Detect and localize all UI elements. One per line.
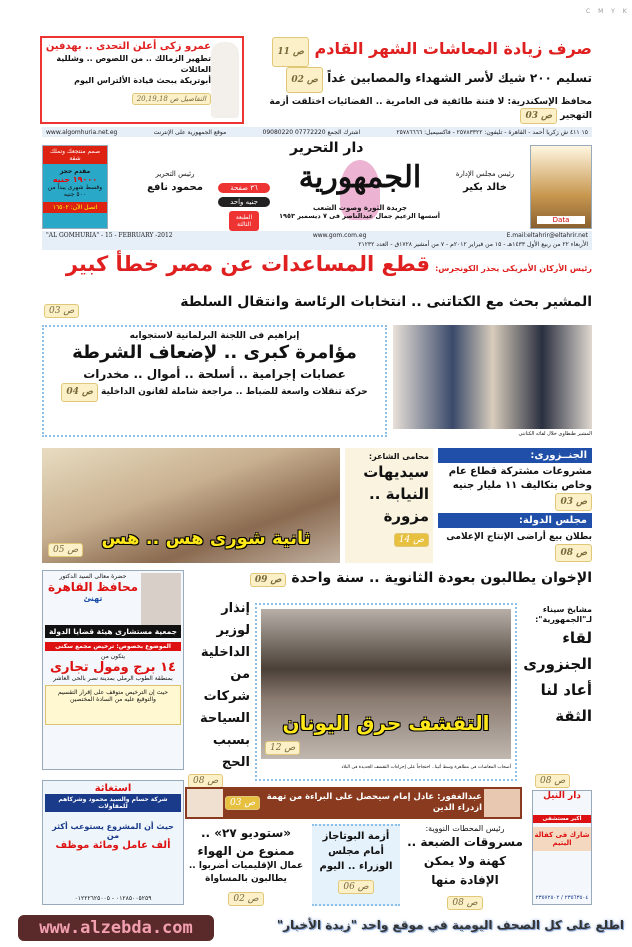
ad-price: ١٩٠٠٠ جنيه [52,175,98,184]
editor-label: رئيس التحرير [155,170,195,178]
print-marks: C M Y K [586,8,630,15]
lead-title: قطع المساعدات عن مصر خطأ كبير [65,252,431,276]
footer-promo: اطلع على كل الصحف اليومية في موقع واحد "زبدة الأخبار" [276,918,624,932]
edition-badge: الطبعة الثالثة [229,211,259,231]
ad-text: حيث إن الترخيص متوقف على إقرار التقسيم والتوقيع عليه من السادة المختصين [45,685,181,725]
ad-text: مقدم حجز [59,168,91,175]
sinai-story[interactable] [520,605,592,729]
sports-line: أبوتريكة يبحث قيادة الألتراس اليوم [74,76,211,85]
lawyer-photo [187,789,223,817]
page-ref: ص 12 [265,741,300,755]
story-title: «ستوديو ٢٧» .. ممنوع من الهواء [197,826,295,858]
sinai-title: لقاء الجنزورى أعاد لنا الثقة [523,629,592,725]
page-ref: ص 03 [555,493,592,511]
story-title: مسروقات الضبعة .. كهنة ولا يمكن الإفادة منها [407,835,523,887]
page-ref: ص 09 [250,573,287,587]
chairman-name: خالد بكير [463,182,507,193]
editor-credit [140,170,210,193]
ad-title: محافظ القاهرة [47,580,139,594]
lead-subhead[interactable]: المشير بحث مع الكتاتنى .. انتخابات الرئاسة وانتقال السلطة [180,294,592,310]
ad-phones: ٢٣٥٦٣٥٠٤ / ٢٣٥٧٢٥٠٢ [535,895,589,901]
box-line: عصابات إجرامية .. أسلحة .. أموال .. مخدرات [83,367,346,381]
dar-ad[interactable] [532,790,592,905]
ad-text: الموضوع بخصوص: ترخيص مجمع سكنى [45,642,181,651]
story-kicker: رئيس المحطات النووية: [425,824,505,833]
governor-photo [141,573,181,625]
editor-name: محمود نافع [147,182,203,193]
lead-photo[interactable] [393,325,592,429]
ad-text: Data [537,216,585,224]
top-headline-1[interactable]: صرف زيادة المعاشات الشهر القادم ص 11 [250,36,592,67]
greece-photo [261,609,511,759]
box-kicker: إبراهيم فى اللجنة البرلمانية لاستجوابه [129,331,300,341]
cairo-governor-ad[interactable] [42,570,184,770]
brief-item[interactable]: بطلان بيع أراضى الإنتاج الإعلامى ص 08 [438,530,592,562]
briefs [438,448,592,562]
top-headline-2[interactable]: تسليم ٢٠٠ شيك لأسر الشهداء والمصابين غداً ص 02 [250,67,592,93]
price-badges [218,183,270,231]
page-ref: ص 02 [286,67,323,93]
ad-phones: ٠١٢٨٥٠٠٥٢٥٩ - ٠١٢٢٢٦٢٥٠٠٥ [74,895,152,902]
sports-box[interactable] [40,36,244,124]
lawyer-title: سيديهات النيابة .. مزورة [363,463,429,525]
chairman-credit [446,170,524,193]
contractor-ad[interactable] [42,780,184,905]
sinai-kicker: مشايخ سيناء لـ"الجمهورية": [535,605,592,624]
story-title: أزمة البوتاجاز أمام مجلس الوزراء .. اليوم [319,831,393,872]
page-ref: ص 11 [272,37,309,67]
bottom-story-butane[interactable] [312,824,400,906]
lawyer-kicker: محامى الشاعر: [368,452,429,461]
right-ad[interactable] [530,145,592,229]
address: ١٥ ٤١١ ش زكريا أحمد - القاهرة - تليفون: ٢٥٧٨٣٣٢٢ - فاكسيميل: ٢٥٧٨٦٦٦٦ [396,128,588,136]
ad-text: شركة حسام والسيد محمود وشركاهم للمقاولات [45,794,181,812]
ad-phone: اتصل الآن: ١٦٥٠٢ [43,202,107,213]
band-story[interactable] [185,787,522,819]
band-text: عبدالغفور: عادل إمام سيحصل على البراءة من تهمة ازدراء الدين [266,792,482,813]
shura-title: ثانية شورى هس .. هس [101,528,311,549]
sports-title: عمرو زكى أعلن التحدى .. بهدفين [45,41,211,52]
page-ref: ص 03 [520,108,557,124]
founder-line: أسسها الزعيم جمال عبدالناصر فى ٧ ديسمبر ١٩٥٣ [279,212,440,220]
sms-numbers: اشترك الجمع 07772220 09080220 [262,128,361,136]
ad-text: ألف عامل ومائة موظف [55,840,171,851]
ad-text: تهنئ [83,594,103,603]
ad-text: أكبر مستشفى [533,815,591,823]
ad-text: شارك فى كفالة اليتيم [533,827,591,851]
lead-headline[interactable] [42,252,592,276]
website-link[interactable]: www.algomhuria.net.eg [46,128,118,136]
arabic-date: الأربعاء ٢٢ من ربيع الأول ١٤٣٣هـ - ١٥ من فبراير ٢٠١٢م - ٧ من أمشير ١٧٢٨ق - العدد ٢١٢٣٢ [358,241,588,248]
police-box[interactable] [42,325,387,437]
story-sub: عمال الإقليميات أضربوا .. يطالبون بالمساواة [188,861,304,884]
greece-box[interactable] [255,603,517,781]
brief-label: الجنــزورى: [438,448,592,463]
tagline: جريدة الثورة وصوت الشعب [312,204,407,212]
date-strip [42,231,592,250]
lead-kicker: رئيس الأركان الأمريكى يحذر الكونجرس: [435,264,592,273]
player-photo [211,42,239,118]
ad-title: استغاثة [94,783,132,794]
left-ad[interactable] [42,145,108,229]
page-ref: ص 08 [447,896,482,910]
brief-label: مجلس الدولة: [438,513,592,528]
page-ref: ص 03 [225,796,260,810]
brotherhood-headline[interactable]: الإخوان يطالبون بعودة الثانوية .. سنة واحدة ص 09 [185,570,592,587]
ad-title: ١٤ برج ومول تجارى [50,660,176,675]
ad-text: وقسط شهرى يبدأ من ٥٠٠ جنيه [47,184,103,198]
ad-text: بمنطقة الطوب الرملى بمدينة نصر بالحى العاشر [53,675,173,682]
ad-text: يتكون من [101,653,125,660]
shura-photo[interactable] [42,448,340,563]
lawyer-box[interactable] [345,448,433,563]
bottom-story-nuclear[interactable] [405,824,525,910]
brief-item[interactable]: مشروعات مشتركة قطاع عام وخاص بتكاليف ١١ مليار جنيه ص 03 [438,465,592,511]
publisher-name: دار التحرير [290,140,364,156]
interior-story[interactable]: إنذار لوزير الداخلية من شركات السياحة بسبب الحج [199,601,250,770]
price-badge: جنيه واحد [218,197,270,207]
bottom-story-studio[interactable] [185,824,307,906]
actor-photo [484,789,520,817]
page-ref: التفاصيل ص 20,19,18 [132,93,211,105]
sports-line: تطهير الزمالك .. من اللصوص .. وشللية العائلات [56,54,211,74]
site-link[interactable]: www.gom.com.eg [312,232,367,239]
page-ref: ص 08 [188,774,223,788]
masthead-logo [279,140,440,220]
box-line: حركة تنقلات واسعة للضباط .. مراجعة شاملة لقانون الداخلية [101,387,368,397]
ad-title: دار النيل [543,791,581,801]
page-ref: ص 04 [61,383,98,402]
pages-badge: ٣٦ صفحة [218,183,270,193]
page-ref: ص 08 [555,544,592,562]
logo-text: الجمهورية [298,160,422,195]
ad-text: صمم منتجعك وتملك شقة [43,146,107,164]
page-ref: ص 08 [535,774,570,788]
footer-site-link[interactable]: www.alzebda.com [18,915,214,941]
page-ref: ص 06 [338,880,373,894]
page-ref: ص 05 [48,543,83,557]
email-link[interactable]: E.mail:eltahrir@eltahrir.net [506,232,588,239]
ad-text: حضرة معالى السيد الدكتور [59,573,127,580]
top-headlines [250,36,592,124]
photo-caption: أصحاب المعاشات فى مظاهرة وسط أثينا.. احتجاجاً على إجراءات التقشف الجديدة فى البلاد [341,765,511,770]
site-label: موقع الجمهورية على الإنترنت [153,128,227,136]
chairman-label: رئيس مجلس الإدارة [455,170,515,178]
ad-text: جمعية مستشارى هيئة قضايا الدولة [45,625,181,638]
top-headline-3[interactable]: محافظ الإسكندرية: لا فتنة طائفية فى العامرية .. الفضائيات اختلقت أزمة التهجير ص 03 [250,96,592,124]
greece-title: التقشف حرق اليونان [282,711,490,735]
info-strip [42,127,592,137]
photo-caption: المشير طنطاوى خلال لقائه الكتاتنى [518,431,592,437]
page-ref: ص 14 [394,533,429,547]
page-ref: ص 02 [228,892,263,906]
english-date: "AL GOMHURIA" - 15 - FEBRUARY -2012 [46,232,173,239]
page-ref: ص 03 [44,304,79,318]
ad-text: حيث أن المشروع يستوعب أكثر من [52,822,174,840]
box-title: مؤامرة كبرى .. لإضعاف الشرطة [72,342,357,363]
